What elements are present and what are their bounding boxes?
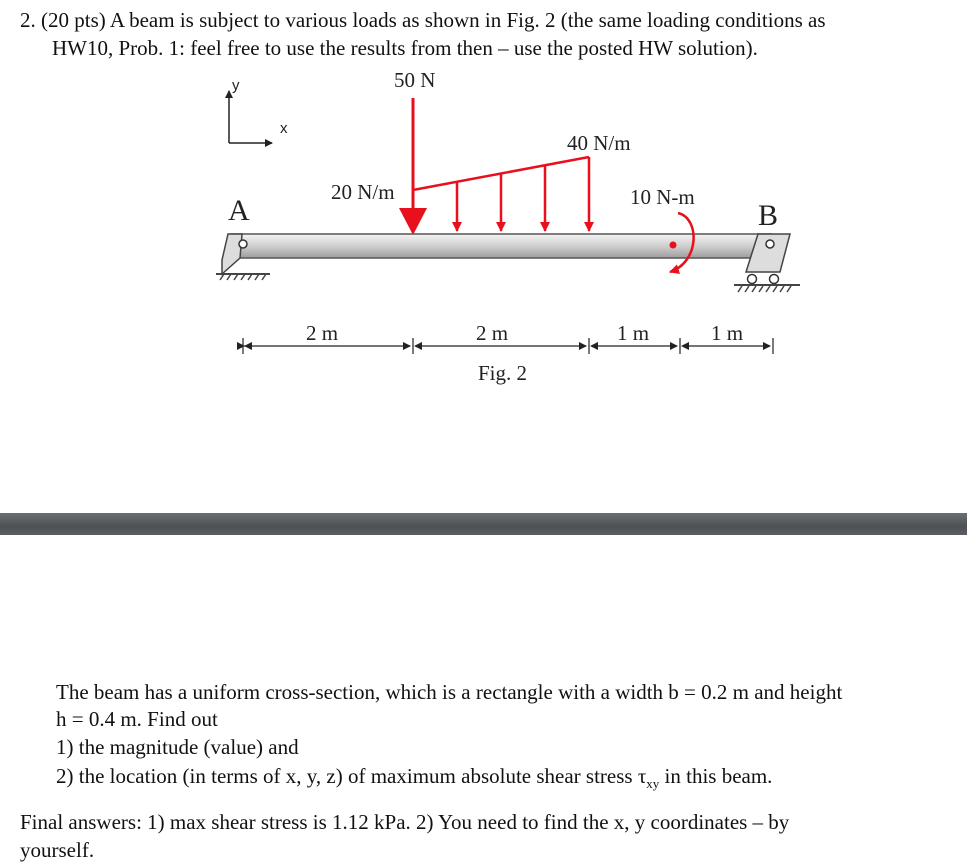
moment-center-dot xyxy=(670,242,677,249)
statement-line-4-end: in this beam. xyxy=(659,764,773,788)
problem-statement-line-2: HW10, Prob. 1: feel free to use the results from then – use the posted HW solution). xyxy=(52,36,758,60)
dimension-label: 2 m xyxy=(306,321,339,345)
figure-caption: Fig. 2 xyxy=(478,361,528,385)
statement-line-1: The beam has a uniform cross-section, which is a rectangle with a width b = 0.2 m and height xyxy=(56,680,843,704)
statement-line-4-text: 2) the location (in terms of x, y, z) of maximum absolute shear stress τ xyxy=(56,764,647,788)
section-divider xyxy=(0,513,967,535)
moment-label: 10 N-m xyxy=(630,185,695,209)
coordinate-axes xyxy=(229,77,288,143)
point-load-50n xyxy=(394,68,435,235)
problem-statement-line-1: 2. (20 pts) A beam is subject to various loads as shown in Fig. 2 (the same loading conditions as xyxy=(20,8,826,32)
point-load-arrowhead xyxy=(399,208,427,235)
statement-line-2: h = 0.4 m. Find out xyxy=(56,707,218,731)
dimension-label: 1 m xyxy=(617,321,650,345)
final-answer-line-1: Final answers: 1) max shear stress is 1.12 kPa. 2) You need to find the x, y coordinates – by xyxy=(20,810,790,834)
moment-10nm xyxy=(630,185,695,272)
dimension-lines xyxy=(243,321,773,354)
x-axis-label: x xyxy=(280,120,288,137)
y-axis-label: y xyxy=(232,77,240,94)
dist-load-end-label: 40 N/m xyxy=(567,131,631,155)
distributed-load xyxy=(331,131,631,231)
statement-line-4 xyxy=(56,762,772,798)
statement-line-3: 1) the magnitude (value) and xyxy=(56,735,299,759)
support-a-label: A xyxy=(228,194,250,227)
point-load-label: 50 N xyxy=(394,68,436,92)
dimension-label: 1 m xyxy=(711,321,744,345)
beam-figure xyxy=(0,60,967,400)
dist-load-start-label: 20 N/m xyxy=(331,180,395,204)
dimension-label: 2 m xyxy=(476,321,509,345)
final-answer-line-2: yourself. xyxy=(20,838,95,862)
support-b-label: B xyxy=(758,199,779,232)
tau-subscript: xy xyxy=(646,776,660,792)
